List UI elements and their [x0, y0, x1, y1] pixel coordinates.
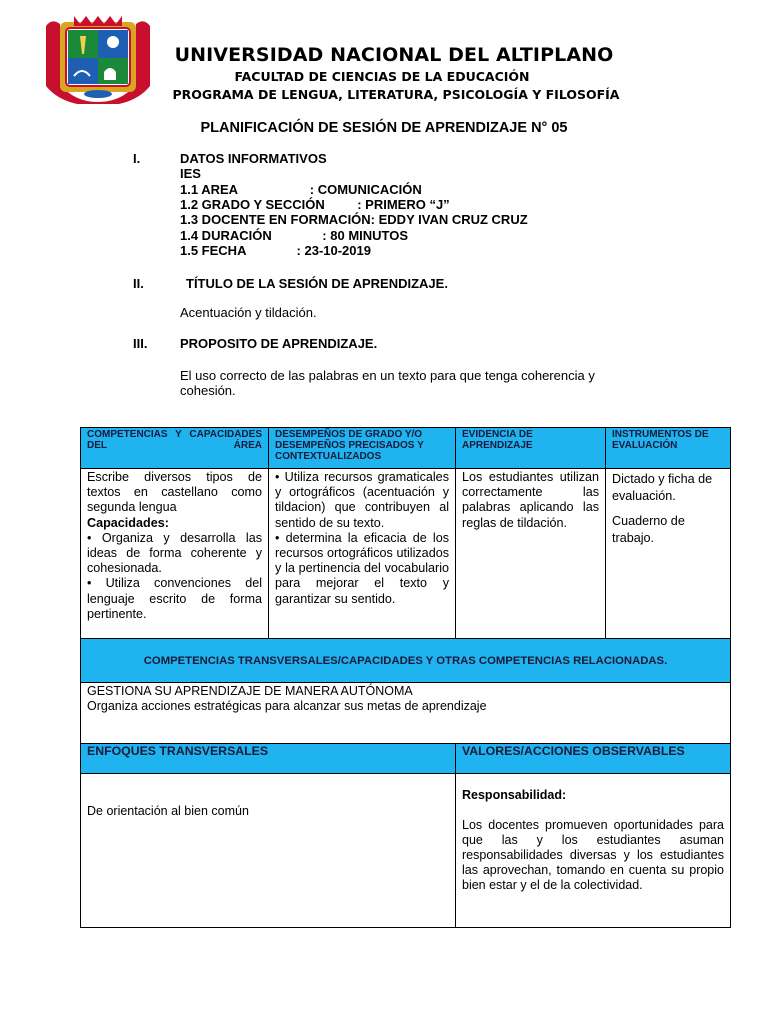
header-desempenos: DESEMPEÑOS DE GRADO Y/O DESEMPEÑOS PRECISADOS Y CONTEXTUALIZADOS — [269, 428, 456, 469]
transversal-row — [81, 683, 731, 744]
enfoques-header: ENFOQUES TRANSVERSALES — [81, 744, 456, 774]
section-2-title: TÍTULO DE LA SESIÓN DE APRENDIZAJE. — [186, 276, 448, 291]
transversal-competencia: GESTIONA SU APRENDIZAJE DE MANERA AUTÓNOMA — [87, 684, 413, 698]
section-1-number: I. — [133, 151, 141, 166]
competencias-cell — [81, 469, 269, 639]
enfoques-row — [81, 774, 731, 928]
instrumento-item: Cuaderno de trabajo. — [612, 514, 685, 545]
valor-text: Los docentes promueven oportunidades para que las y los estudiantes asuman responsabilidades diversas y los estudiantes las aprovechan, tomando en cuenta su propio bien estar y el de la colectividad. — [462, 818, 724, 892]
instrumento-item: Dictado y ficha de evaluación. — [612, 472, 713, 503]
info-line: 1.1 AREA : COMUNICACIÓN — [180, 182, 422, 197]
desempeno-item: • determina la eficacia de los recursos ortográficos utilizados y la pertinencia del vocabulario para mejorar el texto y garantizar su sentido. — [275, 530, 449, 606]
instrumentos-cell — [606, 469, 731, 639]
header-instrumentos: INSTRUMENTOS DE EVALUACIÓN — [606, 428, 731, 469]
purpose-text-line-1: El uso correcto de las palabras en un texto para que tenga coherencia y — [180, 368, 595, 383]
desempeno-item: • Utiliza recursos gramaticales y ortográficos (acentuación y tildacion) que contribuyen al sentido de su texto. — [275, 470, 449, 530]
valor-title: Responsabilidad: — [462, 788, 567, 802]
competencia-intro: Escribe diversos tipos de textos en castellano como segunda lengua — [87, 470, 262, 515]
plan-title: PLANIFICACIÓN DE SESIÓN DE APRENDIZAJE N° 05 — [200, 120, 568, 136]
table-header-row — [81, 428, 731, 469]
transversal-capacidad: Organiza acciones estratégicas para alcanzar sus metas de aprendizaje — [87, 699, 487, 713]
info-line: IES — [180, 166, 201, 181]
info-line: 1.3 DOCENTE EN FORMACIÓN: EDDY IVAN CRUZ CRUZ — [180, 212, 528, 227]
evidencia-cell: Los estudiantes utilizan correctamente las palabras aplicando las reglas de tildación. — [456, 469, 606, 639]
enfoque-cell: De orientación al bien común — [81, 774, 456, 928]
section-3-title: PROPOSITO DE APRENDIZAJE. — [180, 336, 378, 351]
transversal-header-row — [81, 639, 731, 683]
section-2-number: II. — [133, 276, 144, 291]
header-competencias: COMPETENCIAS Y CAPACIDADES DEL ÁREA — [81, 428, 269, 469]
transversal-cell — [81, 683, 731, 744]
info-line: 1.4 DURACIÓN : 80 MINUTOS — [180, 228, 409, 243]
session-title-text: Acentuación y tildación. — [180, 305, 317, 320]
header-evidencia: EVIDENCIA DE APRENDIZAJE — [456, 428, 606, 469]
planning-table — [80, 427, 731, 928]
section-1-title: DATOS INFORMATIVOS — [180, 151, 327, 166]
valor-cell — [456, 774, 731, 928]
faculty-name: FACULTAD DE CIENCIAS DE LA EDUCACIÓN — [234, 69, 530, 84]
info-line: 1.2 GRADO Y SECCIÓN : PRIMERO “J” — [180, 197, 450, 212]
program-name: PROGRAMA DE LENGUA, LITERATURA, PSICOLOGÍA Y FILOSOFÍA — [172, 87, 620, 102]
section-3-number: III. — [133, 336, 148, 351]
valores-header: VALORES/ACCIONES OBSERVABLES — [456, 744, 731, 774]
table-row — [81, 469, 731, 639]
transversal-header: COMPETENCIAS TRANSVERSALES/CAPACIDADES Y OTRAS COMPETENCIAS RELACIONADAS. — [81, 639, 731, 683]
capacidades-label: Capacidades: — [87, 515, 169, 530]
enfoques-header-row — [81, 744, 731, 774]
desempenos-cell — [269, 469, 456, 639]
info-line: 1.5 FECHA : 23-10-2019 — [180, 243, 371, 258]
purpose-text-line-2: cohesión. — [180, 383, 236, 398]
capacidad-item: • Utiliza convenciones del lenguaje escrito de forma pertinente. — [87, 576, 262, 621]
university-name: UNIVERSIDAD NACIONAL DEL ALTIPLANO — [174, 44, 614, 66]
capacidad-item: • Organiza y desarrolla las ideas de forma coherente y cohesionada. — [87, 530, 262, 576]
